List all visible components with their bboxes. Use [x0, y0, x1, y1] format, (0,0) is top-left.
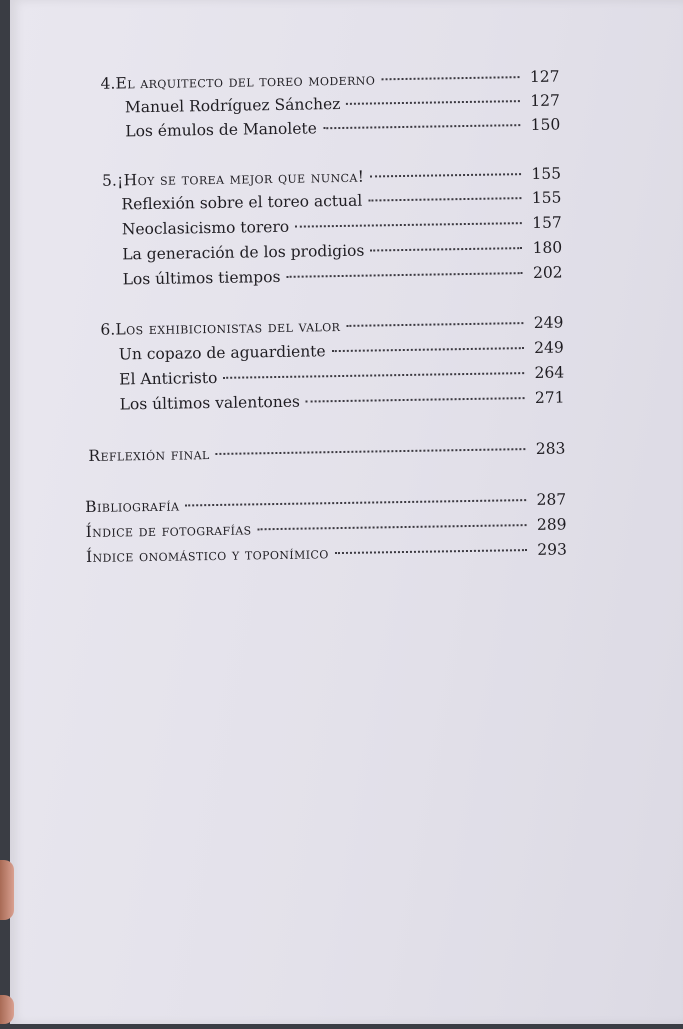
page-number: 157 — [532, 213, 562, 232]
page-number: 287 — [536, 490, 567, 509]
section-title: Los últimos valentones — [119, 392, 301, 414]
page-number: 150 — [530, 115, 561, 134]
page-number: 271 — [534, 388, 565, 407]
dot-leader — [295, 222, 522, 228]
dot-leader — [335, 549, 527, 554]
page-number: 127 — [529, 67, 560, 86]
dot-leader — [258, 524, 527, 530]
toc-section — [122, 238, 562, 265]
page-number: 249 — [533, 313, 564, 332]
section-title: Reflexión sobre el toreo actual — [121, 191, 363, 214]
toc-chapter-6 — [100, 312, 563, 339]
dot-leader — [381, 76, 519, 80]
dot-leader — [332, 347, 524, 352]
toc-section — [119, 337, 564, 364]
dot-leader — [185, 499, 526, 506]
toc-section — [119, 362, 564, 389]
dot-leader — [346, 322, 523, 327]
page-number: 283 — [535, 439, 566, 458]
page-number: 264 — [534, 363, 565, 382]
dot-leader — [370, 247, 522, 251]
chapter-number: 4. — [100, 74, 116, 93]
toc-section — [122, 263, 562, 290]
page-number: 155 — [531, 164, 562, 183]
table-of-contents — [5, 0, 683, 1029]
dot-leader — [216, 448, 526, 455]
dot-leader — [323, 124, 520, 129]
toc-section — [125, 115, 560, 142]
section-title: Neoclasicismo torero — [121, 217, 290, 239]
toc-back-matter-item — [85, 489, 566, 517]
page-number: 155 — [531, 188, 562, 207]
toc-section — [122, 213, 562, 240]
page-number: 127 — [530, 91, 561, 110]
toc-back-matter-item — [85, 514, 566, 542]
chapter-number: 5. — [101, 171, 118, 190]
back-matter-title: Índice de fotografías — [85, 520, 252, 542]
book-page — [10, 0, 683, 1024]
closing-title: Reflexión final — [88, 445, 210, 465]
dot-leader — [286, 272, 522, 278]
toc-section — [121, 188, 561, 215]
fingertip — [0, 995, 14, 1024]
page-number: 293 — [537, 540, 568, 559]
chapter-number: 6. — [100, 320, 116, 339]
section-title: Manuel Rodríguez Sánchez — [124, 94, 341, 117]
page-number: 249 — [534, 338, 564, 357]
toc-section — [125, 91, 560, 118]
section-title: Los émulos de Manolete — [125, 119, 317, 141]
dot-leader — [346, 100, 520, 105]
toc-chapter-5 — [102, 164, 561, 191]
back-matter-title: Bibliografía — [85, 496, 180, 517]
page-number: 289 — [536, 515, 567, 534]
toc-section — [119, 387, 564, 414]
section-title: Un copazo de aguardiente — [118, 342, 326, 364]
dot-leader — [223, 372, 524, 379]
page-number: 202 — [532, 263, 563, 282]
chapter-title: El arquitecto del toreo moderno — [115, 70, 376, 93]
toc-closing — [88, 438, 565, 465]
dot-leader — [370, 173, 521, 177]
section-title: La generación de los prodigios — [122, 241, 365, 264]
dot-leader — [306, 397, 525, 402]
section-title: Los últimos tiempos — [122, 267, 281, 289]
dot-leader — [368, 197, 521, 201]
section-title: El Anticristo — [119, 368, 218, 389]
chapter-title: Los exhibicionistas del valor — [115, 317, 341, 339]
chapter-title: ¡Hoy se torea mejor que nunca! — [116, 167, 365, 190]
page-number: 180 — [532, 238, 563, 257]
fingertip — [0, 860, 14, 920]
toc-back-matter-item — [86, 539, 567, 567]
toc-chapter-4 — [100, 67, 559, 94]
back-matter-title: Índice onomástico y toponímico — [85, 544, 329, 567]
